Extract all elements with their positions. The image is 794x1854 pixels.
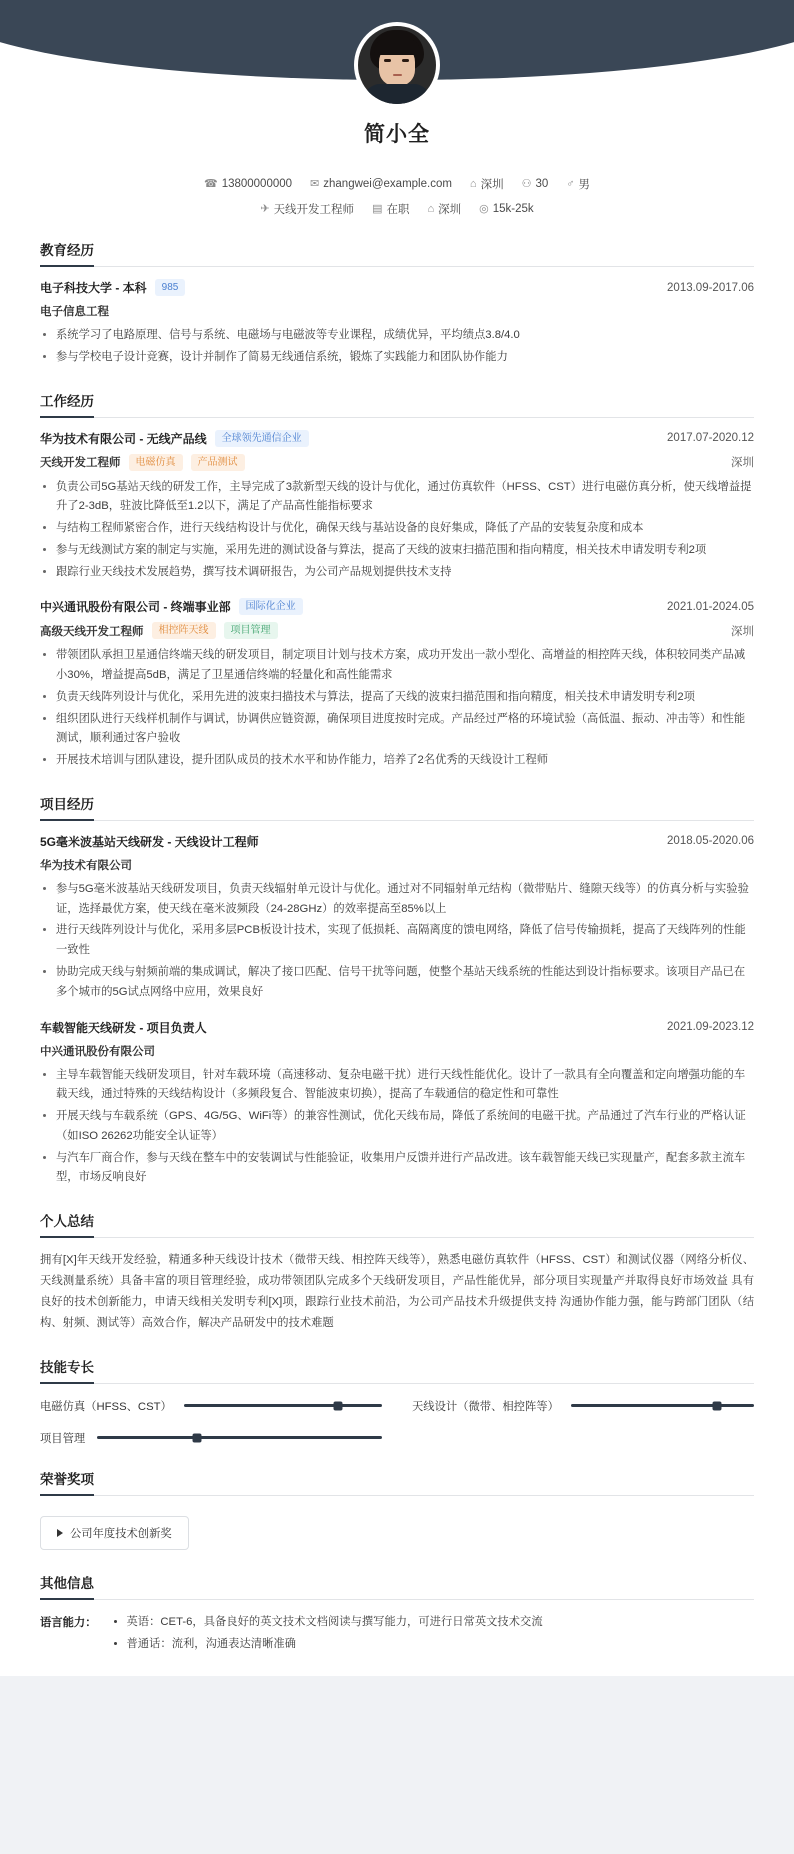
work-date: 2017.07-2020.12 bbox=[667, 432, 754, 445]
section-title-education: 教育经历 bbox=[40, 239, 754, 267]
list-item: • 进行天线阵列设计与优化，采用多层PCB板设计技术，实现了低损耗、高隔离度的馈电网络，降低了信号传输损耗，提高了天线阵列的性能一致性 bbox=[56, 921, 754, 961]
honor-label: 公司年度技术创新奖 bbox=[70, 1527, 172, 1540]
work-role-row bbox=[40, 454, 754, 471]
contact-email bbox=[310, 178, 452, 190]
contact-location bbox=[470, 176, 504, 192]
skill-item bbox=[40, 1398, 382, 1414]
education-entry bbox=[40, 279, 754, 368]
contact-row-2 bbox=[0, 201, 794, 217]
education-school: 电子科技大学 - 本科 bbox=[40, 281, 147, 295]
other-row bbox=[40, 1612, 754, 1657]
section-work bbox=[40, 390, 754, 771]
project-name: 车载智能天线研发 - 项目负责人 bbox=[40, 1020, 207, 1035]
work-role-tag: 相控阵天线 bbox=[152, 622, 216, 639]
skill-slider[interactable] bbox=[97, 1436, 382, 1439]
status-icon: ▤ bbox=[372, 202, 383, 215]
education-major: 电子信息工程 bbox=[40, 306, 109, 318]
contact-status-value: 在职 bbox=[386, 204, 410, 216]
section-title-other: 其他信息 bbox=[40, 1572, 754, 1600]
education-tag: 985 bbox=[155, 279, 186, 296]
contact-location-value: 深圳 bbox=[480, 179, 504, 191]
section-skills bbox=[40, 1356, 754, 1446]
list-item: • 参与5G毫米波基站天线研发项目，负责天线辐射单元设计与优化。通过对不同辐射单元结构（微带贴片、缝隙天线等）的仿真分析与实验验证，选择最优方案，使天线在毫米波频段（24-28GHz）的效率提高至85%以上 bbox=[56, 880, 754, 920]
contact-salary bbox=[479, 203, 534, 215]
skills-grid bbox=[40, 1398, 754, 1446]
work-location: 深圳 bbox=[731, 625, 754, 638]
skill-slider[interactable] bbox=[571, 1404, 754, 1407]
list-item: • 参与无线测试方案的制定与实施，采用先进的测试设备与算法，提高了天线的波束扫描范围和指向精度，相关技术申请发明专利2项 bbox=[56, 541, 754, 561]
list-item: • 负责公司5G基站天线的研发工作，主导完成了3款新型天线的设计与优化，通过仿真软件（HFSS、CST）进行电磁仿真分析，使天线增益提升了2-3dB，驻波比降低至1.2以下，满足了产品高性能指标要求 bbox=[56, 478, 754, 518]
contact-age bbox=[522, 178, 549, 190]
project-entry-header bbox=[40, 1019, 754, 1036]
list-item: • 主导车载智能天线研发项目，针对车载环境（高速移动、复杂电磁干扰）进行天线性能优化。设计了一款具有全向覆盖和定向增强功能的车载天线，通过特殊的天线结构设计（多频段复合、智能波束切换），提高了车载通信的稳定性和可靠性 bbox=[56, 1066, 754, 1106]
work-entry-header bbox=[40, 430, 754, 447]
section-title-honors: 荣誉奖项 bbox=[40, 1468, 754, 1496]
project-company: 华为技术有限公司 bbox=[40, 859, 132, 872]
section-title-work: 工作经历 bbox=[40, 390, 754, 418]
list-item: • 与结构工程师紧密合作，进行天线结构设计与优化，确保天线与基站设备的良好集成，降低了产品的安装复杂度和成本 bbox=[56, 519, 754, 539]
section-title-project: 项目经历 bbox=[40, 793, 754, 821]
list-item: • 开展天线与车载系统（GPS、4G/5G、WiFi等）的兼容性测试，优化天线布局，降低了系统间的电磁干扰。产品通过了汽车行业的严格认证（如ISO 26262功能安全认证等） bbox=[56, 1107, 754, 1147]
work-location: 深圳 bbox=[731, 457, 754, 470]
list-item: • 英语：CET-6，具备良好的英文技术文档阅读与撰写能力，可进行日常英文技术交流 bbox=[127, 1612, 543, 1632]
work-role: 高级天线开发工程师 bbox=[40, 625, 144, 638]
avatar-photo bbox=[358, 26, 436, 104]
contact-phone-value: 13800000000 bbox=[221, 178, 293, 190]
skill-slider-knob[interactable] bbox=[192, 1433, 201, 1442]
section-honors bbox=[40, 1468, 754, 1550]
section-education bbox=[40, 239, 754, 368]
list-item: • 带领团队承担卫星通信终端天线的研发项目，制定项目计划与技术方案，成功开发出一款小型化、高增益的相控阵天线，体积较同类产品减小30%，增益提高5dB，满足了卫星通信终端的轻量化和高性能需求 bbox=[56, 646, 754, 686]
work-entry bbox=[40, 598, 754, 771]
list-item: • 负责天线阵列设计与优化，采用先进的波束扫描技术与算法，提高了天线的波束扫描范围和指向精度，相关技术申请发明专利2项 bbox=[56, 688, 754, 708]
work-bullets bbox=[40, 646, 754, 771]
contact-job bbox=[260, 201, 354, 217]
other-list bbox=[111, 1612, 543, 1657]
project-date: 2018.05-2020.06 bbox=[667, 835, 754, 848]
work-entry-header bbox=[40, 598, 754, 615]
contact-salary-value: 15k-25k bbox=[492, 203, 534, 215]
contact-age-value: 30 bbox=[535, 178, 549, 190]
work-bullets bbox=[40, 478, 754, 583]
education-bullets bbox=[40, 326, 754, 368]
skill-label: 天线设计（微带、相控阵等） bbox=[412, 1400, 559, 1413]
contact-job-value: 天线开发工程师 bbox=[273, 204, 355, 216]
list-item: • 组织团队进行天线样机制作与调试，协调供应链资源，确保项目进度按时完成。产品经过严格的环境试验（高低温、振动、冲击等）和性能测试，顺利通过客户验收 bbox=[56, 710, 754, 750]
resume-header bbox=[0, 0, 794, 146]
gender-icon: ♂ bbox=[566, 177, 575, 190]
work-company: 中兴通讯股份有限公司 - 终端事业部 bbox=[40, 600, 231, 615]
skill-slider[interactable] bbox=[184, 1404, 382, 1407]
phone-icon: ☎ bbox=[203, 177, 218, 190]
contact-phone bbox=[204, 178, 292, 190]
project-entry bbox=[40, 1019, 754, 1189]
contact-status bbox=[372, 201, 409, 217]
work-role-tag: 项目管理 bbox=[224, 622, 278, 639]
skill-item bbox=[412, 1398, 754, 1414]
project-bullets bbox=[40, 1066, 754, 1189]
project-name: 5G毫米波基站天线研发 - 天线设计工程师 bbox=[40, 834, 259, 849]
contact-gender bbox=[566, 176, 590, 192]
city-icon: ⌂ bbox=[427, 202, 435, 215]
list-item: • 跟踪行业天线技术发展趋势，撰写技术调研报告，为公司产品规划提供技术支持 bbox=[56, 563, 754, 583]
education-date: 2013.09-2017.06 bbox=[667, 281, 754, 294]
project-entry-header bbox=[40, 833, 754, 850]
section-title-summary: 个人总结 bbox=[40, 1210, 754, 1238]
project-date: 2021.09-2023.12 bbox=[667, 1021, 754, 1034]
resume-content bbox=[0, 239, 794, 1656]
mail-icon: ✉ bbox=[310, 177, 320, 190]
list-item: • 协助完成天线与射频前端的集成调试，解决了接口匹配、信号干扰等问题，使整个基站天线系统的性能达到设计指标要求。该项目产品已在多个城市的5G试点网络中应用，效果良好 bbox=[56, 963, 754, 1003]
list-item: • 普通话：流利，沟通表达清晰准确 bbox=[127, 1634, 543, 1654]
skill-label: 项目管理 bbox=[40, 1432, 86, 1445]
page-title: 简小全 bbox=[364, 123, 430, 146]
work-role: 天线开发工程师 bbox=[40, 457, 121, 470]
list-item: • 与汽车厂商合作，参与天线在整车中的安装调试与性能验证，收集用户反馈并进行产品改进。该车载智能天线已实现量产，配套多款主流车型，市场反响良好 bbox=[56, 1149, 754, 1189]
other-label: 语言能力： bbox=[40, 1616, 97, 1629]
contact-email-value: zhangwei@example.com bbox=[323, 178, 452, 190]
honor-item[interactable] bbox=[40, 1516, 189, 1550]
work-role-tag: 产品测试 bbox=[191, 454, 245, 471]
section-title-skills: 技能专长 bbox=[40, 1356, 754, 1384]
contact-row-1 bbox=[0, 176, 794, 192]
salary-icon: ◎ bbox=[479, 202, 489, 215]
work-company-tag: 国际化企业 bbox=[239, 598, 303, 615]
work-date: 2021.01-2024.05 bbox=[667, 600, 754, 613]
list-item: • 开展技术培训与团队建设，提升团队成员的技术水平和协作能力，培养了2名优秀的天线设计工程师 bbox=[56, 751, 754, 771]
work-company-tag: 全球领先通信企业 bbox=[215, 430, 309, 447]
skill-item bbox=[40, 1430, 382, 1446]
summary-text: 拥有[X]年天线开发经验，精通多种天线设计技术（微带天线、相控阵天线等），熟悉电磁仿真软件（HFSS、CST）和测试仪器（网络分析仪、天线测量系统）具备丰富的项目管理经验，成功带领团队完成多个天线研发项目，产品性能优异，部分项目实现量产并取得良好市场效益 具有良好的技术创新能力，申请天线相关发明专利[X]项，跟踪行业技术前沿，为公司产品技术升级提供支持 沟通协作能力强，能与跨部门团队（结构、射频、测试等）高效合作，解决产品研发中的技术难题 bbox=[40, 1254, 754, 1329]
skill-label: 电磁仿真（HFSS、CST） bbox=[40, 1400, 172, 1413]
avatar bbox=[354, 22, 440, 108]
work-company: 华为技术有限公司 - 无线产品线 bbox=[40, 431, 207, 446]
contact-city bbox=[427, 201, 461, 217]
project-bullets bbox=[40, 880, 754, 1003]
work-entry bbox=[40, 430, 754, 583]
list-item: • 系统学习了电路原理、信号与系统、电磁场与电磁波等专业课程，成绩优异，平均绩点3.8/4.0 bbox=[56, 326, 754, 346]
work-role-tag: 电磁仿真 bbox=[129, 454, 183, 471]
project-company: 中兴通讯股份有限公司 bbox=[40, 1045, 155, 1058]
user-icon: ⚇ bbox=[521, 177, 532, 190]
contact-gender-value: 男 bbox=[578, 179, 590, 191]
work-role-row bbox=[40, 622, 754, 639]
skill-slider-knob[interactable] bbox=[713, 1401, 722, 1410]
education-entry-header bbox=[40, 279, 754, 296]
contact-city-value: 深圳 bbox=[438, 204, 462, 216]
list-item: • 参与学校电子设计竞赛，设计并制作了简易无线通信系统，锻炼了实践能力和团队协作能力 bbox=[56, 348, 754, 368]
section-other bbox=[40, 1572, 754, 1657]
skill-slider-knob[interactable] bbox=[334, 1401, 343, 1410]
project-entry bbox=[40, 833, 754, 1003]
section-summary bbox=[40, 1210, 754, 1334]
location-icon: ⌂ bbox=[469, 177, 477, 190]
job-icon: ✈ bbox=[260, 202, 270, 215]
section-project bbox=[40, 793, 754, 1188]
play-triangle-icon bbox=[57, 1529, 63, 1537]
